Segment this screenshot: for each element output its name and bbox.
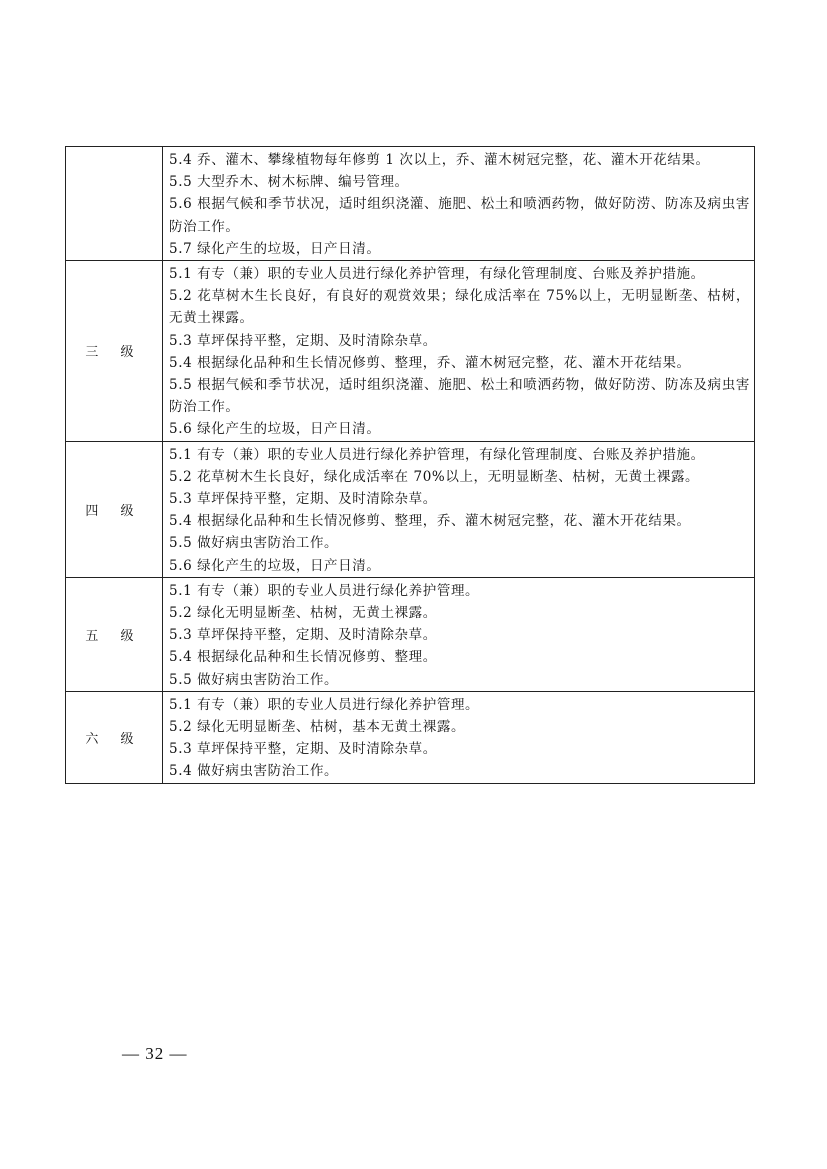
table-row bbox=[66, 691, 755, 783]
level-cell bbox=[66, 147, 163, 261]
list-item: 5.4 根据绿化品种和生长情况修剪、整理，乔、灌木树冠完整，花、灌木开花结果。 bbox=[169, 354, 691, 371]
level-cell: 三 级 bbox=[66, 261, 163, 442]
list-item: 5.2 花草树木生长良好，绿化成活率在 70%以上，无明显断垄、枯树，无黄土裸露。 bbox=[169, 468, 700, 485]
list-item: 5.4 根据绿化品种和生长情况修剪、整理，乔、灌木树冠完整，花、灌木开花结果。 bbox=[169, 513, 691, 530]
table-row bbox=[66, 441, 755, 577]
list-item: 5.3 草坪保持平整，定期、及时清除杂草。 bbox=[169, 491, 437, 508]
list-item: 5.5 大型乔木、树木标牌、编号管理。 bbox=[169, 174, 409, 191]
list-item: 5.6 绿化产生的垃圾，日产日清。 bbox=[169, 421, 381, 438]
table-row bbox=[66, 147, 755, 261]
list-item: 5.2 花草树木生长良好，有良好的观赏效果；绿化成活率在 75%以上，无明显断垄、枯树，无黄土裸露。 bbox=[169, 288, 750, 327]
table-row bbox=[66, 261, 755, 442]
content-cell bbox=[163, 691, 755, 783]
content-cell bbox=[163, 577, 755, 691]
list-item: 5.4 做好病虫害防治工作。 bbox=[169, 763, 339, 780]
list-item: 5.6 根据气候和季节状况，适时组织浇灌、施肥、松土和喷洒药物，做好防涝、防冻及病虫害防治工作。 bbox=[169, 196, 750, 235]
list-item: 5.2 绿化无明显断垄、枯树，无黄土裸露。 bbox=[169, 605, 437, 622]
level-cell: 四 级 bbox=[66, 441, 163, 577]
list-item: 5.1 有专（兼）职的专业人员进行绿化养护管理。 bbox=[169, 696, 480, 713]
standards-table bbox=[65, 146, 755, 784]
list-item: 5.3 草坪保持平整，定期、及时清除杂草。 bbox=[169, 627, 437, 644]
table-row bbox=[66, 577, 755, 691]
list-item: 5.3 草坪保持平整，定期、及时清除杂草。 bbox=[169, 332, 437, 349]
list-item: 5.1 有专（兼）职的专业人员进行绿化养护管理，有绿化管理制度、台账及养护措施。 bbox=[169, 266, 705, 283]
content-cell bbox=[163, 261, 755, 442]
content-cell bbox=[163, 441, 755, 577]
content-cell bbox=[163, 147, 755, 261]
list-item: 5.1 有专（兼）职的专业人员进行绿化养护管理，有绿化管理制度、台账及养护措施。 bbox=[169, 446, 705, 463]
list-item: 5.5 根据气候和季节状况，适时组织浇灌、施肥、松土和喷洒药物，做好防涝、防冻及病虫害防治工作。 bbox=[169, 377, 750, 416]
level-cell: 五 级 bbox=[66, 577, 163, 691]
list-item: 5.5 做好病虫害防治工作。 bbox=[169, 671, 339, 688]
level-cell: 六 级 bbox=[66, 691, 163, 783]
list-item: 5.4 乔、灌木、攀缘植物每年修剪 1 次以上，乔、灌木树冠完整，花、灌木开花结果。 bbox=[169, 152, 710, 168]
list-item: 5.7 绿化产生的垃圾，日产日清。 bbox=[169, 240, 381, 257]
list-item: 5.6 绿化产生的垃圾，日产日清。 bbox=[169, 557, 381, 574]
page-number: — 32 — bbox=[122, 1044, 188, 1063]
list-item: 5.5 做好病虫害防治工作。 bbox=[169, 535, 339, 552]
list-item: 5.3 草坪保持平整，定期、及时清除杂草。 bbox=[169, 741, 437, 758]
list-item: 5.2 绿化无明显断垄、枯树，基本无黄土裸露。 bbox=[169, 719, 466, 736]
list-item: 5.1 有专（兼）职的专业人员进行绿化养护管理。 bbox=[169, 582, 480, 599]
list-item: 5.4 根据绿化品种和生长情况修剪、整理。 bbox=[169, 649, 437, 666]
